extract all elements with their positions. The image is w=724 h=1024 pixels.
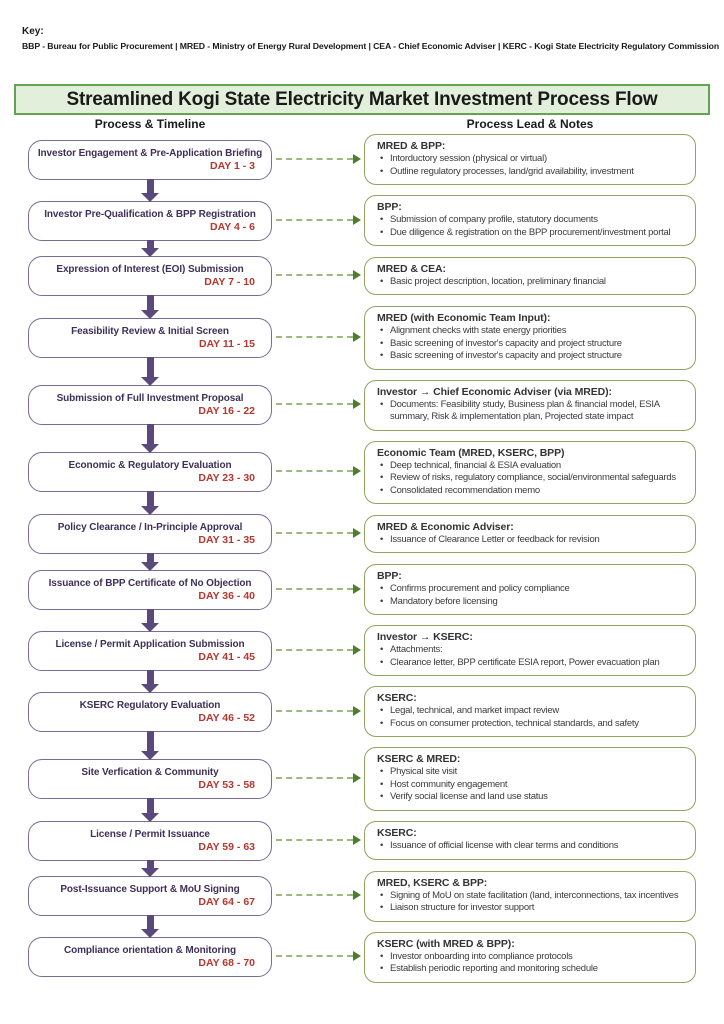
down-arrow-icon (141, 553, 159, 571)
note-box (364, 515, 696, 554)
dashed-connector (272, 951, 364, 963)
down-arrow-tip (141, 562, 159, 571)
dashed-line (276, 274, 353, 276)
down-arrow-shaft (147, 179, 154, 193)
right-arrowhead-icon (353, 890, 361, 900)
note-bullet: • Verify social license and land use status (377, 791, 685, 804)
dashed-line (276, 955, 353, 957)
dashed-line (276, 158, 353, 160)
process-step-label: Investor Engagement & Pre-Application Briefing (37, 147, 263, 159)
note-lead-heading: BPP: (377, 201, 402, 213)
dashed-connector (272, 154, 364, 166)
process-step-label: Site Verfication & Community (81, 766, 219, 778)
down-arrow-tip (141, 868, 159, 877)
note-box (364, 380, 696, 431)
note-bullet: • Due diligence & registration on the BPP procurement/investment portal (377, 227, 685, 240)
down-arrow-tip (141, 813, 159, 822)
dashed-line (276, 710, 353, 712)
note-bullet: • Consolidated recommendation memo (377, 485, 685, 498)
down-arrow-icon (141, 731, 159, 760)
down-arrow-tip (141, 929, 159, 938)
dashed-connector (272, 584, 364, 596)
note-bullet: • Outline regulatory processes, land/grid availability, investment (377, 166, 685, 179)
note-bullet: • Investor onboarding into compliance protocols (377, 951, 685, 964)
down-arrow-tip (141, 506, 159, 515)
dashed-line (276, 336, 353, 338)
right-arrowhead-icon (353, 154, 361, 164)
process-step-box (28, 385, 272, 425)
down-arrow-icon (141, 491, 159, 515)
process-step-box (28, 937, 272, 977)
note-lead-heading: MRED & CEA: (377, 262, 446, 275)
down-arrow-shaft (147, 915, 154, 929)
process-row (28, 380, 724, 431)
down-arrow-icon (141, 798, 159, 822)
down-arrow-tip (141, 684, 159, 693)
key-definitions: BBP - Bureau for Public Procurement | MRED - Ministry of Energy Rural Development | CEA - Chief Economic Adviser | KERC - Kogi State Electricity Regulatory Commission (22, 41, 720, 51)
process-step-label: Feasibility Review & Initial Screen (71, 325, 229, 337)
note-bullet: • Establish periodic reporting and monitoring schedule (377, 963, 685, 976)
note-bullet: • Confirms procurement and policy compliance (377, 583, 685, 596)
down-arrow-shaft (147, 424, 154, 444)
process-step-days: DAY 7 - 10 (204, 276, 255, 288)
down-arrow-shaft (147, 295, 154, 310)
process-step-days: DAY 36 - 40 (198, 589, 255, 602)
down-arrow-icon (141, 179, 159, 202)
note-lead-heading: KSERC & MRED: (377, 753, 461, 765)
dashed-line (276, 839, 353, 841)
process-row (28, 821, 724, 861)
dashed-line (276, 894, 353, 896)
note-bullet: • Issuance of official license with clear terms and conditions (377, 840, 685, 853)
down-arrow-shaft (147, 553, 154, 562)
process-step-box (28, 759, 272, 799)
down-arrow-tip (141, 751, 159, 760)
note-box (364, 195, 696, 246)
process-step-label: Expression of Interest (EOI) Submission (56, 264, 244, 275)
down-arrow-icon (141, 357, 159, 386)
note-box (364, 306, 696, 370)
process-step-days: DAY 23 - 30 (198, 472, 255, 485)
down-arrow-tip (141, 377, 159, 386)
process-row (28, 564, 724, 615)
note-box (364, 871, 696, 922)
process-step-days: DAY 11 - 15 (198, 337, 255, 350)
down-arrow-tip (141, 444, 159, 453)
note-bullet: • Host community engagement (377, 779, 685, 792)
column-header-process-timeline: Process & Timeline (94, 117, 206, 131)
note-bullet: • Alignment checks with state energy priorities (377, 325, 685, 338)
right-arrowhead-icon (353, 835, 361, 845)
process-step-label: Issuance of BPP Certificate of No Objection (48, 577, 252, 589)
note-box (364, 441, 696, 505)
down-arrow-shaft (147, 670, 154, 684)
process-step-box (28, 256, 272, 296)
process-step-days: DAY 64 - 67 (198, 896, 255, 908)
process-step-box (28, 821, 272, 861)
note-bullet: • Basic screening of investor's capacity and project structure (377, 338, 685, 351)
process-step-box (28, 318, 272, 358)
dashed-line (276, 219, 353, 221)
note-lead-heading: MRED & Economic Adviser: (377, 520, 514, 533)
process-step-days: DAY 68 - 70 (198, 957, 255, 969)
note-lead-heading: MRED & BPP: (377, 140, 446, 152)
flow-diagram (0, 134, 724, 983)
dashed-connector (272, 399, 364, 411)
note-lead-heading: MRED (with Economic Team Input): (377, 312, 551, 324)
process-step-days: DAY 53 - 58 (198, 778, 255, 791)
dashed-connector (272, 270, 364, 282)
note-lead-heading: Economic Team (MRED, KSERC, BPP) (377, 446, 565, 459)
dashed-line (276, 470, 353, 472)
dashed-connector (272, 835, 364, 847)
dashed-connector (272, 773, 364, 785)
down-arrow-shaft (147, 240, 154, 248)
down-arrow-icon (141, 915, 159, 938)
note-bullet: • Intorductory session (physical or virtual) (377, 153, 685, 166)
note-bullet: • Legal, technical, and market impact review (377, 705, 685, 718)
process-step-label: Compliance orientation & Monitoring (63, 945, 237, 956)
note-bullet: • Signing of MoU on state facilitation (land, interconnections, tax incentives (377, 890, 685, 903)
process-row (28, 441, 724, 505)
down-arrow-icon (141, 609, 159, 632)
note-bullet: • Basic screening of investor's capacity and project structure (377, 350, 685, 363)
process-step-label: Policy Clearance / In-Principle Approval (57, 522, 243, 533)
process-row (28, 747, 724, 811)
dashed-connector (272, 215, 364, 227)
down-arrow-icon (141, 424, 159, 453)
note-box (364, 257, 696, 296)
note-lead-heading: KSERC (with MRED & BPP): (377, 937, 515, 950)
key-block (22, 26, 719, 51)
page-title: Streamlined Kogi State Electricity Market Investment Process Flow (66, 88, 658, 110)
process-row (28, 256, 724, 296)
process-row (28, 514, 724, 554)
right-arrowhead-icon (353, 466, 361, 476)
note-box (364, 686, 696, 737)
dashed-connector (272, 528, 364, 540)
note-bullet: • Physical site visit (377, 766, 685, 779)
note-box (364, 821, 696, 860)
dashed-connector (272, 890, 364, 902)
process-step-box (28, 692, 272, 732)
note-box (364, 134, 696, 185)
down-arrow-icon (141, 670, 159, 693)
note-bullet: • Issuance of Clearance Letter or feedback for revision (377, 534, 685, 547)
process-step-days: DAY 59 - 63 (198, 840, 255, 853)
process-step-label: Economic & Regulatory Evaluation (68, 460, 232, 472)
process-step-box (28, 876, 272, 916)
down-arrow-shaft (147, 609, 154, 623)
key-label: Key: (22, 26, 44, 37)
down-arrow-shaft (147, 798, 154, 813)
down-arrow-tip (141, 248, 159, 257)
right-arrowhead-icon (353, 645, 361, 655)
note-bullet: • Clearance letter, BPP certificate ESIA report, Power evacuation plan (377, 657, 685, 670)
process-step-days: DAY 4 - 6 (210, 220, 255, 233)
right-arrowhead-icon (353, 399, 361, 409)
right-arrowhead-icon (353, 270, 361, 280)
dashed-connector (272, 332, 364, 344)
process-row (28, 625, 724, 676)
dashed-connector (272, 706, 364, 718)
note-bullet: • Focus on consumer protection, technical standards, and safety (377, 718, 685, 731)
note-lead-heading: MRED, KSERC & BPP: (377, 876, 488, 889)
process-step-label: License / Permit Issuance (90, 828, 210, 840)
note-lead-heading: KSERC: (377, 827, 417, 840)
down-arrow-shaft (147, 491, 154, 506)
note-bullet: • Liaison structure for investor support (377, 902, 685, 915)
down-arrow-icon (141, 240, 159, 257)
right-arrowhead-icon (353, 332, 361, 342)
note-bullet: • Basic project description, location, preliminary financial (377, 276, 685, 289)
column-header-process-lead-notes: Process Lead & Notes (466, 117, 594, 131)
right-arrowhead-icon (353, 528, 361, 538)
right-arrowhead-icon (353, 706, 361, 716)
process-step-box (28, 631, 272, 671)
right-arrowhead-icon (353, 215, 361, 225)
note-bullet: • Documents: Feasibility study, Business plan & financial model, ESIA summary, Risk & implementation plan, Projected state impact (377, 399, 685, 424)
process-step-days: DAY 16 - 22 (198, 405, 255, 417)
process-row (28, 306, 724, 370)
right-arrowhead-icon (353, 951, 361, 961)
process-row (28, 871, 724, 922)
dashed-line (276, 588, 353, 590)
down-arrow-tip (141, 193, 159, 202)
process-row (28, 195, 724, 246)
process-step-box (28, 201, 272, 241)
note-box (364, 564, 696, 615)
down-arrow-icon (141, 860, 159, 877)
process-step-days: DAY 31 - 35 (198, 534, 255, 546)
right-arrowhead-icon (353, 584, 361, 594)
note-box (364, 747, 696, 811)
down-arrow-tip (141, 310, 159, 319)
process-step-days: DAY 1 - 3 (210, 159, 255, 172)
process-step-box (28, 570, 272, 610)
note-bullet: • Deep technical, financial & ESIA evaluation (377, 460, 685, 473)
down-arrow-shaft (147, 357, 154, 377)
process-row (28, 932, 724, 983)
note-lead-heading: Investor → Chief Economic Adviser (via MRED): (377, 385, 612, 398)
process-row (28, 134, 724, 185)
note-lead-heading: Investor → KSERC: (377, 631, 473, 643)
process-step-label: Submission of Full Investment Proposal (56, 393, 244, 404)
process-step-days: DAY 46 - 52 (198, 711, 255, 724)
dashed-connector (272, 645, 364, 657)
process-step-label: Investor Pre-Qualification & BPP Registration (44, 208, 256, 220)
note-bullet: • Review of risks, regulatory compliance, social/environmental safeguards (377, 472, 685, 485)
dashed-line (276, 777, 353, 779)
down-arrow-tip (141, 623, 159, 632)
title-banner (14, 84, 710, 115)
process-row (28, 686, 724, 737)
note-bullet: • Attachments: (377, 644, 685, 657)
process-step-label: Post-Issuance Support & MoU Signing (60, 884, 240, 895)
note-lead-heading: KSERC: (377, 692, 417, 704)
process-step-label: License / Permit Application Submission (55, 638, 245, 650)
down-arrow-icon (141, 295, 159, 319)
dashed-line (276, 403, 353, 405)
right-arrowhead-icon (353, 773, 361, 783)
note-box (364, 625, 696, 676)
note-bullet: • Submission of company profile, statutory documents (377, 214, 685, 227)
note-lead-heading: BPP: (377, 570, 402, 582)
down-arrow-shaft (147, 860, 154, 868)
dashed-line (276, 532, 353, 534)
note-bullet: • Mandatory before licensing (377, 596, 685, 609)
process-step-box (28, 514, 272, 554)
process-step-box (28, 452, 272, 492)
process-step-box (28, 140, 272, 180)
down-arrow-shaft (147, 731, 154, 751)
dashed-line (276, 649, 353, 651)
process-step-days: DAY 41 - 45 (198, 650, 255, 663)
note-box (364, 932, 696, 983)
process-step-label: KSERC Regulatory Evaluation (79, 699, 221, 711)
dashed-connector (272, 466, 364, 478)
